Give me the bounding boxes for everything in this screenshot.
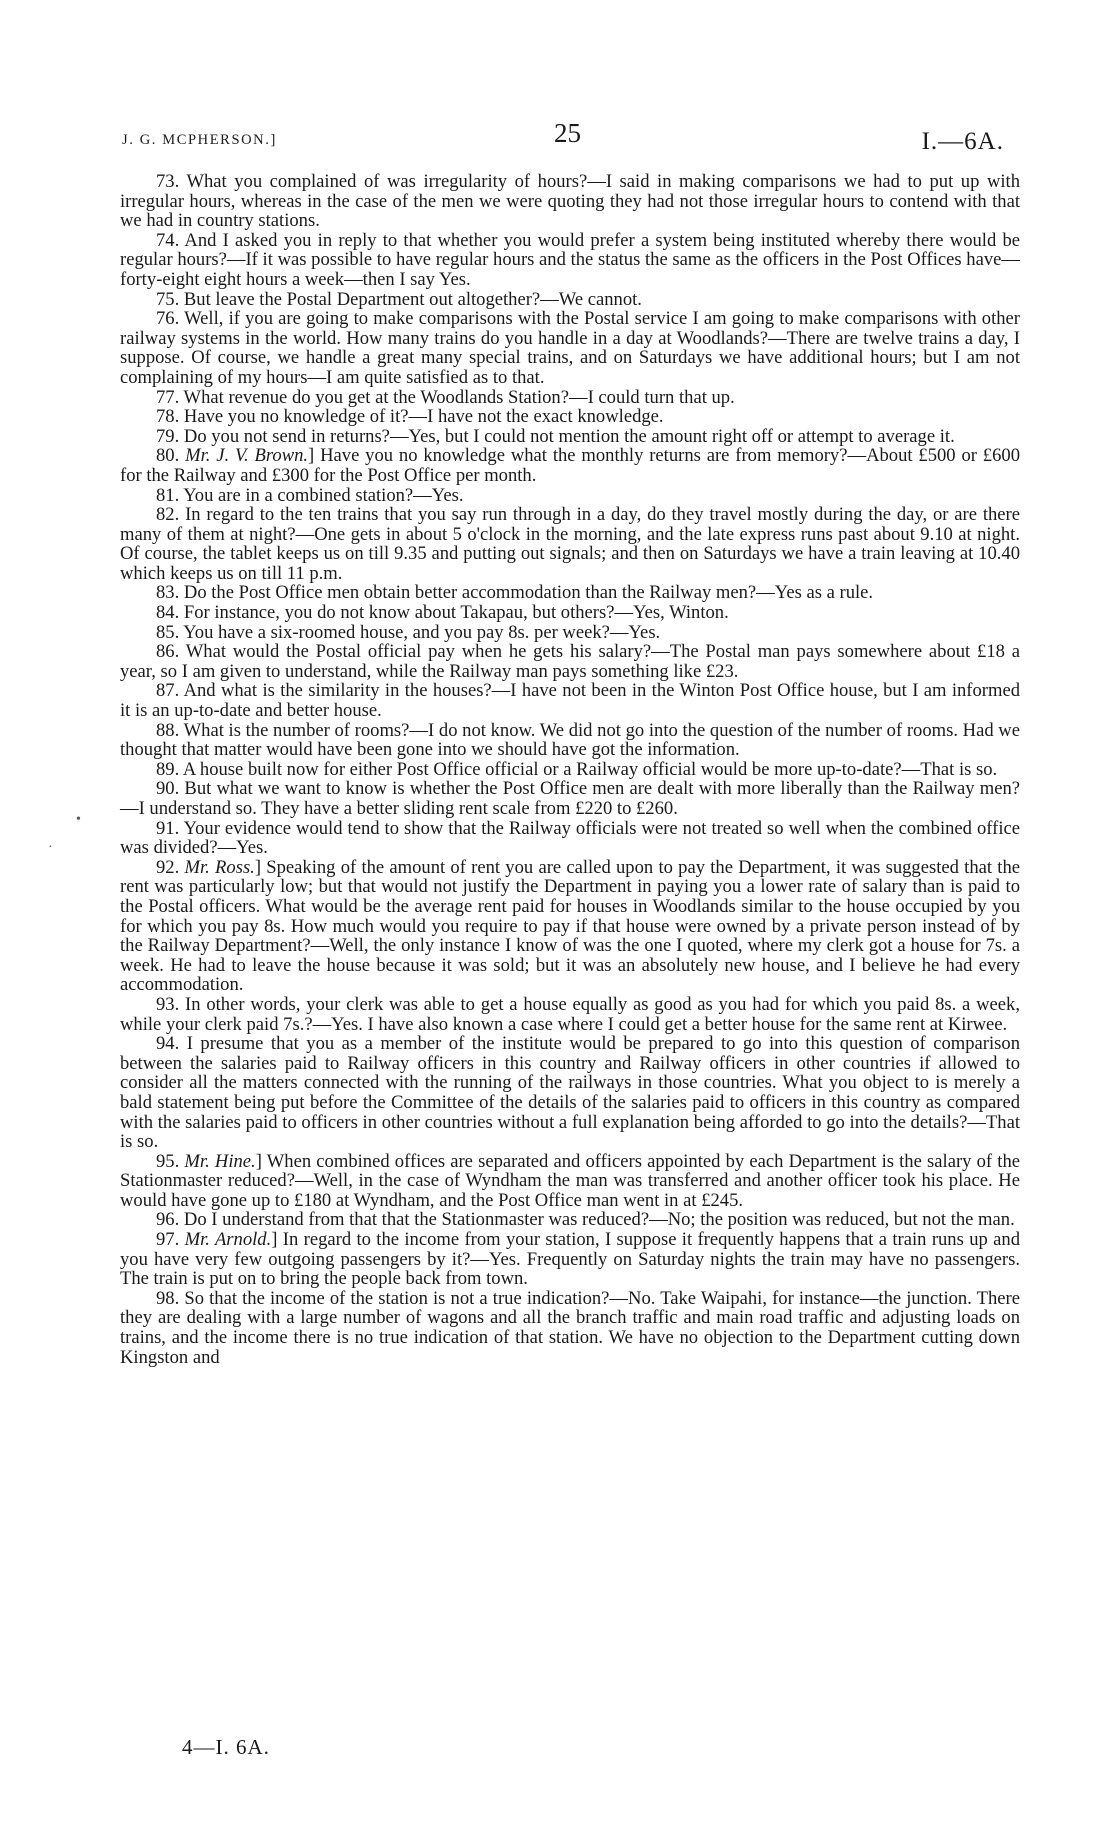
- margin-mark: ·: [48, 840, 53, 855]
- testimony-paragraph: 87. And what is the similarity in the houses?—I have not been in the Winton Post Office house, but I am informed it is an up-to-date and better house.: [120, 680, 1020, 722]
- question-number: 97.: [156, 1229, 185, 1251]
- testimony-paragraph: 79. Do you not send in returns?—Yes, but I could not mention the amount right off or attempt to average it.: [156, 425, 955, 447]
- testimony-paragraph: 82. In regard to the ten trains that you say run through in a day, do they travel mostly during the day, or are there many of them at night?—One gets in about 5 o'clock in the morning, and the late express runs past about 9.10 at night. Of course, the tablet keeps us on till 9.35 and putting out signals; and then on Saturdays we have a train leaving at 10.40 which keeps us on till 11 p.m.: [120, 504, 1020, 584]
- testimony-paragraph: 81. You are in a combined station?—Yes.: [156, 484, 464, 506]
- testimony-paragraph: 98. So that the income of the station is not a true indication?—No. Take Waipahi, for instance—the junction. There they are dealing with a large number of wagons and all the branch traffic and main road traffic and adjusting loads on trains, and the income there is no true indication of that station. We have no objection to the Department cutting down Kingston and: [120, 1287, 1020, 1368]
- testimony-paragraph: 85. You have a six-roomed house, and you pay 8s. per week?—Yes.: [156, 621, 661, 643]
- speaker-name: Mr. Ross.: [184, 856, 255, 878]
- testimony-paragraph: 74. And I asked you in reply to that whether you would prefer a system being instituted whereby there would be regular hours?—If it was possible to have regular hours and the status the same as the officers in the Post Offices have—forty-eight eight hours a week—then I say Yes.: [120, 229, 1020, 290]
- header-witness-name: J. G. MCPHERSON.]: [122, 132, 277, 148]
- testimony-paragraph: 88. What is the number of rooms?—I do not know. We did not go into the question of the number of rooms. Had we thought that matter would have been gone into we should have got the information.: [120, 719, 1020, 761]
- testimony-paragraph: 86. What would the Postal official pay when he gets his salary?—The Postal man pays somewhere about £18 a year, so I am given to understand, while the Railway man pays something like £23.: [120, 641, 1020, 682]
- speaker-name: Mr. Arnold.: [184, 1229, 272, 1251]
- testimony-paragraph: [120, 858, 1020, 995]
- page-footer: 4—I. 6A.: [182, 1735, 270, 1759]
- speaker-name: Mr. J. V. Brown.: [185, 445, 309, 467]
- testimony-paragraph: 89. A house built now for either Post Office official or a Railway official would be more up-to-date?—That is so.: [156, 758, 998, 780]
- question-number: 95.: [156, 1150, 185, 1172]
- margin-mark: •: [76, 812, 81, 827]
- testimony-paragraph: 91. Your evidence would tend to show that the Railway officials were not treated so well when the combined office was divided?—Yes.: [120, 817, 1020, 859]
- testimony-paragraph: 77. What revenue do you get at the Woodlands Station?—I could turn that up.: [156, 386, 735, 408]
- testimony-paragraph: 83. Do the Post Office men obtain better accommodation than the Railway men?—Yes as a rule.: [156, 582, 874, 604]
- paragraph-text: ] When combined offices are separated and officers appointed by each Department is the salary of the Stationmaster reduced?—Well, in the case of Wyndham the man was transferred and another officer took his place. He would have gone up to £180 at Wyndham, and the Post Office man went in at £245.: [120, 1150, 1020, 1211]
- testimony-paragraph: 76. Well, if you are going to make comparisons with the Postal service I am going to make comparisons with other railway systems in the world. How many trains do you handle in a day at Woodlands?—There are twelve trains a day, I suppose. Of course, we handle a great many special trains, and on Saturdays we have additional hours; but I am not complaining of my hours—I am quite satisfied as to that.: [120, 308, 1020, 388]
- testimony-paragraph: 90. But what we want to know is whether the Post Office men are dealt with more liberally than the Railway men?—I understand so. They have a better sliding rent scale from £220 to £260.: [120, 778, 1020, 819]
- question-number: 80.: [156, 445, 186, 467]
- speaker-name: Mr. Hine.: [184, 1150, 256, 1172]
- question-number: 92.: [156, 856, 185, 878]
- testimony-paragraph: 78. Have you no knowledge of it?—I have not the exact knowledge.: [156, 406, 664, 428]
- document-reference: I.—6A.: [921, 128, 1004, 155]
- testimony-paragraph: [120, 1230, 1020, 1289]
- testimony-paragraph: 75. But leave the Postal Department out altogether?—We cannot.: [156, 288, 642, 310]
- page-header: [118, 112, 1004, 155]
- paragraph-text: ] In regard to the income from your station, I suppose it frequently happens that a train runs up and you have very few outgoing passengers by it?—Yes. Frequently on Saturday nights the train may have no passengers. The train is put on to bring the people back from town.: [120, 1229, 1020, 1290]
- testimony-paragraph: 93. In other words, your clerk was able to get a house equally as good as you had for which you paid 8s. a week, while your clerk paid 7s.?—Yes. I have also known a case where I could get a better house for the same rent at Kirwee.: [120, 993, 1020, 1035]
- paragraph-text: ] Have you no knowledge what the monthly returns are from memory?—About £500 or £600 for the Railway and £300 for the Post Office per month.: [120, 445, 1020, 486]
- paragraph-text: ] Speaking of the amount of rent you are called upon to pay the Department, it was suggested that the rent was particularly low; but that would not justify the Department in paying you a lower rate of salary than is paid to the Postal officers. What would be the average rent paid for houses in Woodlands similar to the house occupied by you for which you pay 8s. How much would you require to pay if that house were owned by a private person instead of by the Railway Department?—Well, the only instance I know of was the one I quoted, where my clerk got a house for 7s. a week. He had to leave the house because it was sold; but it was an absolutely new house, and I believe he had every accommodation.: [120, 856, 1021, 996]
- testimony-paragraph: 84. For instance, you do not know about Takapau, but others?—Yes, Winton.: [156, 602, 729, 624]
- page-number: 25: [554, 118, 581, 148]
- testimony-paragraph: 94. I presume that you as a member of the institute would be prepared to go into this question of comparison between the salaries paid to Railway officers in this country and Railway officers in other countries if allowed to consider all the matters connected with the running of the railways in those countries. What you object to is merely a bald statement being put before the Committee of the details of the salaries paid to officers in this country as compared with the salaries paid to officers in other countries without a full explanation being afforded to go into the details?—That is so.: [120, 1033, 1020, 1153]
- testimony-paragraph: [120, 446, 1020, 485]
- testimony-paragraph: [120, 1152, 1020, 1211]
- testimony-body: [120, 172, 1020, 1367]
- testimony-paragraph: 73. What you complained of was irregularity of hours?—I said in making comparisons we had to put up with irregular hours, whereas in the case of the men we were quoting they had not those irregular hours to contend with that we had in country stations.: [120, 171, 1020, 232]
- testimony-paragraph: 96. Do I understand from that that the Stationmaster was reduced?—No; the position was reduced, but not the man.: [156, 1209, 1015, 1231]
